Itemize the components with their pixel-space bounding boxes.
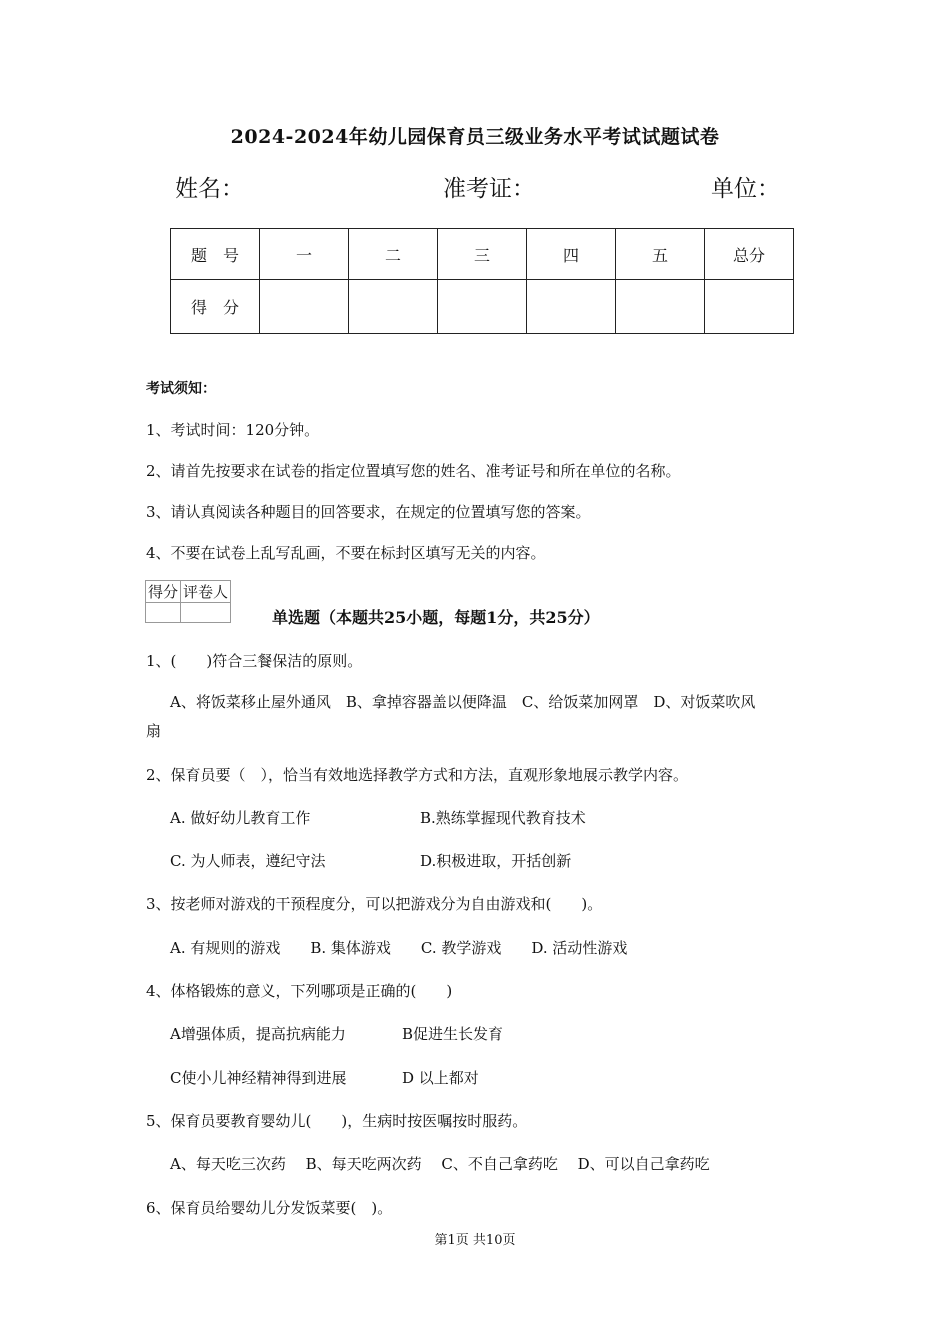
option-a: A增强体质，提高抗病能力 — [170, 1025, 346, 1043]
question-stem: 6、保育员给婴幼儿分发饭菜要( )。 — [146, 1199, 393, 1217]
question-options-continued: 扇 — [146, 722, 162, 740]
score-table-header-cell: 三 — [438, 229, 527, 280]
grader-score-cell[interactable] — [146, 603, 181, 623]
question-stem: 5、保育员要教育婴幼儿( )，生病时按医嘱按时服药。 — [146, 1112, 528, 1130]
question-stem: 3、按老师对游戏的干预程度分，可以把游戏分为自由游戏和( )。 — [146, 895, 603, 913]
score-table-header-row — [171, 229, 794, 280]
question-options: A. 有规则的游戏 B. 集体游戏 C. 教学游戏 D. 活动性游戏 — [170, 939, 628, 957]
score-cell[interactable] — [260, 280, 349, 334]
notice-heading: 考试须知： — [146, 381, 216, 397]
score-cell[interactable] — [616, 280, 705, 334]
option-a: A. 做好幼儿教育工作 — [170, 809, 311, 827]
grader-name-cell[interactable] — [181, 603, 231, 623]
score-table-header-cell: 总分 — [705, 229, 794, 280]
question-stem: 2、保育员要（ ），恰当有效地选择教学方式和方法，直观形象地展示教学内容。 — [146, 766, 689, 784]
notice-item: 1、考试时间：120分钟。 — [146, 421, 320, 439]
grader-score-label: 得分 — [146, 581, 181, 603]
exam-id-field-label: 准考证： — [443, 176, 535, 202]
option-c: C. 为人师表，遵纪守法 — [170, 852, 326, 870]
score-table-header-cell: 五 — [616, 229, 705, 280]
question-options: A、将饭菜移止屋外通风 B、拿掉容器盖以便降温 C、给饭菜加网罩 D、对饭菜吹风 — [170, 693, 756, 711]
option-c: C使小儿神经精神得到进展 — [170, 1069, 347, 1087]
question-options: A、每天吃三次药 B、每天吃两次药 C、不自己拿药吃 D、可以自己拿药吃 — [170, 1155, 710, 1173]
score-cell[interactable] — [527, 280, 616, 334]
score-table-header-cell: 一 — [260, 229, 349, 280]
option-b: B.熟练掌握现代教育技术 — [420, 809, 586, 827]
notice-item: 4、不要在试卷上乱写乱画，不要在标封区填写无关的内容。 — [146, 544, 546, 562]
notice-item: 2、请首先按要求在试卷的指定位置填写您的姓名、准考证号和所在单位的名称。 — [146, 462, 681, 480]
grader-name-label: 评卷人 — [181, 581, 231, 603]
section-title: 单选题（本题共25小题，每题1分，共25分） — [272, 608, 600, 627]
score-cell[interactable] — [349, 280, 438, 334]
exam-title: 2024-2024年幼儿园保育员三级业务水平考试试题试卷 — [230, 126, 720, 148]
option-b: B促进生长发育 — [402, 1025, 504, 1043]
score-cell[interactable] — [705, 280, 794, 334]
score-table — [170, 228, 794, 334]
score-table-header-cell: 二 — [349, 229, 438, 280]
unit-field-label: 单位： — [711, 176, 780, 202]
grader-box — [145, 580, 231, 623]
option-d: D 以上都对 — [402, 1069, 479, 1087]
score-table-score-row — [171, 280, 794, 334]
score-table-header-cell: 题 号 — [171, 229, 260, 280]
option-d: D.积极进取，开括创新 — [420, 852, 572, 870]
score-table-header-cell: 四 — [527, 229, 616, 280]
notice-item: 3、请认真阅读各种题目的回答要求，在规定的位置填写您的答案。 — [146, 503, 591, 521]
score-cell[interactable] — [438, 280, 527, 334]
page-footer: 第1页 共10页 — [434, 1233, 516, 1248]
score-row-label: 得 分 — [171, 280, 260, 334]
question-stem: 1、( )符合三餐保洁的原则。 — [146, 652, 363, 670]
question-stem: 4、体格锻炼的意义，下列哪项是正确的( ) — [146, 982, 453, 1000]
name-field-label: 姓名： — [175, 176, 244, 202]
